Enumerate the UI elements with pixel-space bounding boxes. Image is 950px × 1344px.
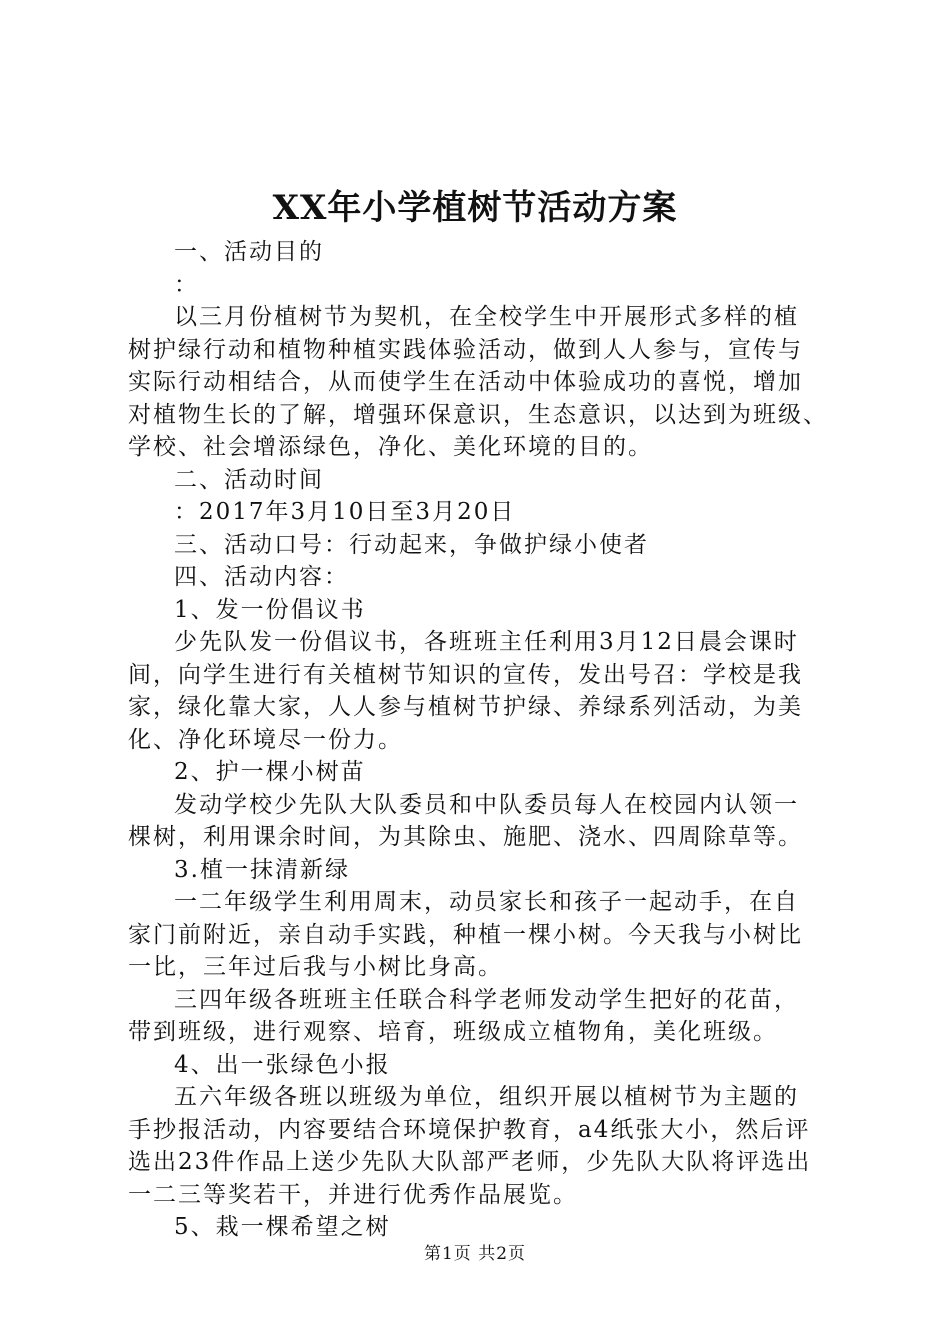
text-line: 一二三等奖若干，并进行优秀作品展览。 <box>128 1181 578 1208</box>
text-line: 一二年级学生利用周末，动员家长和孩子一起动手，在自 <box>174 889 799 915</box>
text-line: 家门前附近，亲自动手实践，种植一棵小树。今天我与小树比 <box>128 921 803 948</box>
text-line: 以三月份植树节为契机，在全校学生中开展形式多样的植 <box>174 304 799 330</box>
text-line: 少先队发一份倡议书，各班班主任利用3月12日晨会课时 <box>174 629 799 655</box>
text-line: 2、护一棵小树苗 <box>174 759 366 785</box>
text-line: 带到班级，进行观察、培育，班级成立植物角，美化班级。 <box>128 1019 778 1045</box>
text-line: 发动学校少先队大队委员和中队委员每人在校园内认领一 <box>174 791 799 818</box>
text-line: 二、活动时间 <box>174 466 324 493</box>
document-title: XX年小学植树节活动方案 <box>272 188 678 228</box>
text-line: 选出23件作品上送少先队大队部严老师，少先队大队将评选出 <box>128 1149 812 1175</box>
text-line: 五六年级各班以班级为单位，组织开展以植树节为主题的 <box>174 1084 799 1110</box>
text-line: 四、活动内容： <box>174 564 349 590</box>
text-line: 1、发一份倡议书 <box>174 596 366 623</box>
text-line: 3.植一抹清新绿 <box>174 856 350 883</box>
text-line: 树护绿行动和植物种植实践体验活动，做到人人参与，宣传与 <box>128 336 803 363</box>
text-line: 一比，三年过后我与小树比身高。 <box>128 954 503 980</box>
text-line: 4、出一张绿色小报 <box>174 1051 391 1078</box>
text-line: ： <box>174 271 199 298</box>
text-line: 间，向学生进行有关植树节知识的宣传，发出号召：学校是我 <box>128 661 803 688</box>
page-footer: 第1页 共2页 <box>423 1244 527 1264</box>
text-line: 棵树，利用课余时间，为其除虫、施肥、浇水、四周除草等。 <box>128 824 803 850</box>
text-line: 三、活动口号：行动起来，争做护绿小使者 <box>174 531 649 558</box>
text-line: 5、栽一棵希望之树 <box>174 1214 391 1240</box>
text-line: ：2017年3月10日至3月20日 <box>174 499 516 525</box>
text-line: 手抄报活动，内容要结合环境保护教育，a4纸张大小，然后评 <box>128 1116 811 1143</box>
text-line: 实际行动相结合，从而使学生在活动中体验成功的喜悦，增加 <box>128 369 803 395</box>
text-line: 化、净化环境尽一份力。 <box>128 726 403 753</box>
text-line: 家，绿化靠大家，人人参与植树节护绿、养绿系列活动，为美 <box>128 694 803 720</box>
text-line: 三四年级各班班主任联合科学老师发动学生把好的花苗， <box>174 986 799 1013</box>
text-line: 学校、社会增添绿色，净化、美化环境的目的。 <box>128 434 653 460</box>
document-body <box>128 236 838 1244</box>
text-line: 一、活动目的 <box>174 239 324 265</box>
text-line: 对植物生长的了解，增强环保意识，生态意识，以达到为班级、 <box>128 401 828 428</box>
